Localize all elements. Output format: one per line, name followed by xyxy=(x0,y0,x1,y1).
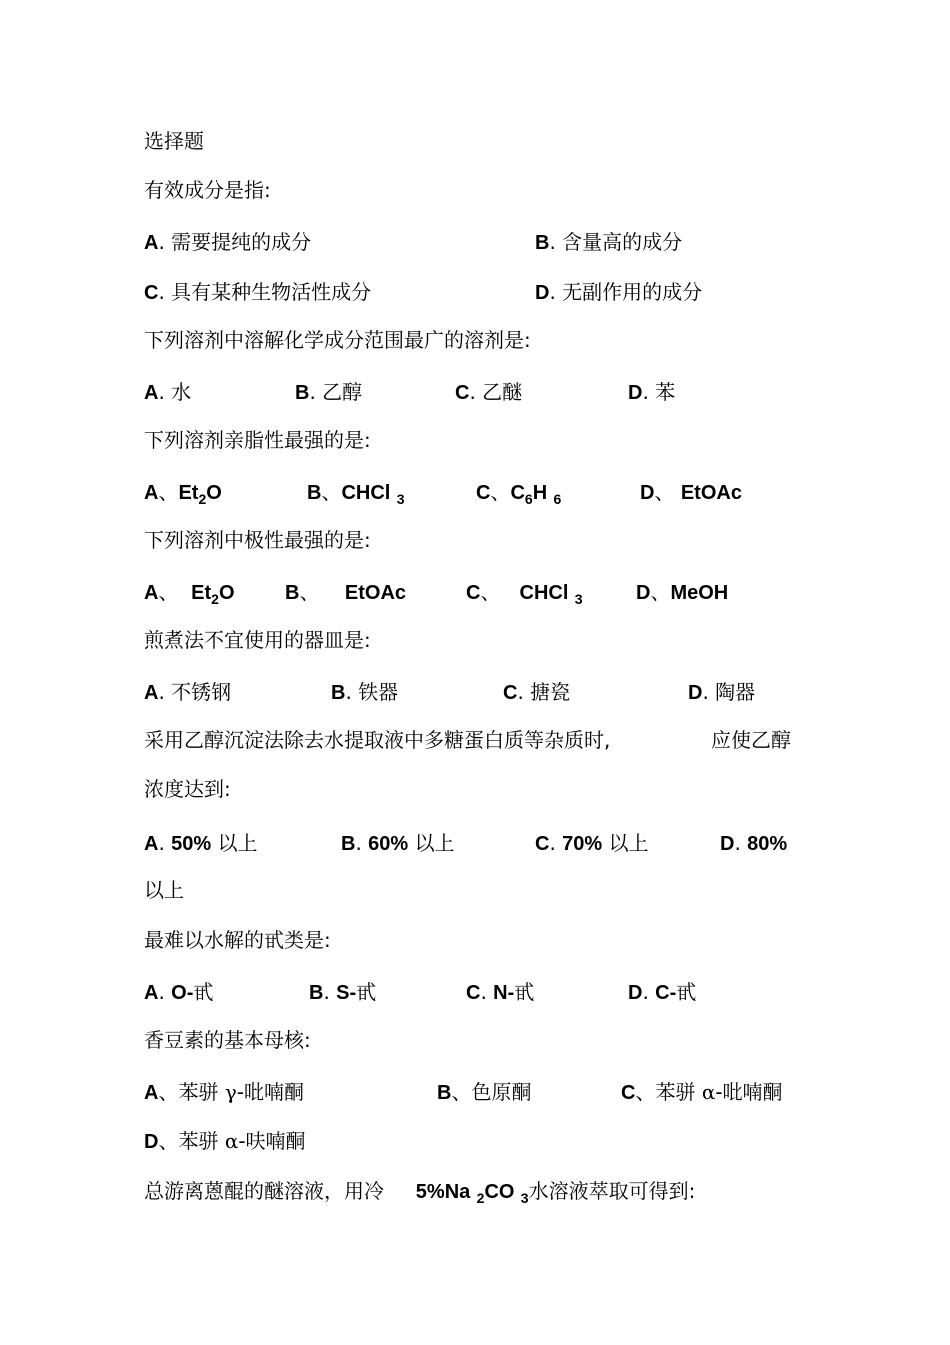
question-stem: 下列溶剂中溶解化学成分范围最广的溶剂是: xyxy=(144,328,531,352)
question-stem: 下列溶剂中极性最强的是: xyxy=(144,528,371,552)
option: D. 80% xyxy=(720,831,788,855)
question-stem-continued: 应使乙醇 xyxy=(711,728,791,752)
option: D. C-甙 xyxy=(628,980,697,1004)
option: C、$C_6H$ $_6$ xyxy=(476,480,562,507)
option: C. N-甙 xyxy=(466,980,535,1004)
option: A、 $Et_2O$ xyxy=(144,580,235,607)
option: D. 陶器 xyxy=(688,680,756,704)
option: C. 具有某种生物活性成分 xyxy=(144,280,372,304)
section-title: 选择题 xyxy=(144,129,204,153)
option: A. O-甙 xyxy=(144,980,214,1004)
option: B. 铁器 xyxy=(331,680,399,704)
option: B、CHCl $_3$ xyxy=(307,480,405,507)
option: B. S-甙 xyxy=(309,980,377,1004)
question-stem: 最难以水解的甙类是: xyxy=(144,928,331,952)
option: C. 搪瓷 xyxy=(503,680,571,704)
option: A. 需要提纯的成分 xyxy=(144,230,312,254)
option: D、苯骈 α-呋喃酮 xyxy=(144,1129,306,1153)
option: B. 乙醇 xyxy=(295,380,363,404)
question-stem: 采用乙醇沉淀法除去水提取液中多糖蛋白质等杂质时, xyxy=(144,728,611,752)
option: D、MeOH xyxy=(636,580,729,604)
question-stem: 下列溶剂亲脂性最强的是: xyxy=(144,428,371,452)
option: C、 CHCl $_3$ xyxy=(466,580,583,607)
option: B、色原酮 xyxy=(437,1080,532,1104)
option: B. 60% 以上 xyxy=(341,831,455,855)
question-stem-continued: 浓度达到: xyxy=(144,777,231,801)
question-stem: 总游离蒽醌的醚溶液，用冷 5%Na $_2$CO $_3$水溶液萃取可得到: xyxy=(144,1179,696,1206)
option: D. 苯 xyxy=(628,380,676,404)
option: A、苯骈 γ-吡喃酮 xyxy=(144,1080,304,1104)
option: B. 含量高的成分 xyxy=(535,230,683,254)
option: D. 无副作用的成分 xyxy=(535,280,703,304)
option: B、 EtOAc xyxy=(285,580,407,604)
option: C. 乙醚 xyxy=(455,380,523,404)
option-continued: 以上 xyxy=(144,878,184,902)
question-stem: 煎煮法不宜使用的器皿是: xyxy=(144,628,371,652)
option: A. 水 xyxy=(144,380,192,404)
question-stem: 有效成分是指: xyxy=(144,178,271,202)
option: D、 EtOAc xyxy=(640,480,742,504)
option: A. 不锈钢 xyxy=(144,680,232,704)
option: C. 70% 以上 xyxy=(535,831,649,855)
option: C、苯骈 α-吡喃酮 xyxy=(621,1080,783,1104)
option: A、$Et_2O$ xyxy=(144,480,222,507)
question-stem: 香豆素的基本母核: xyxy=(144,1028,311,1052)
option: A. 50% 以上 xyxy=(144,831,258,855)
